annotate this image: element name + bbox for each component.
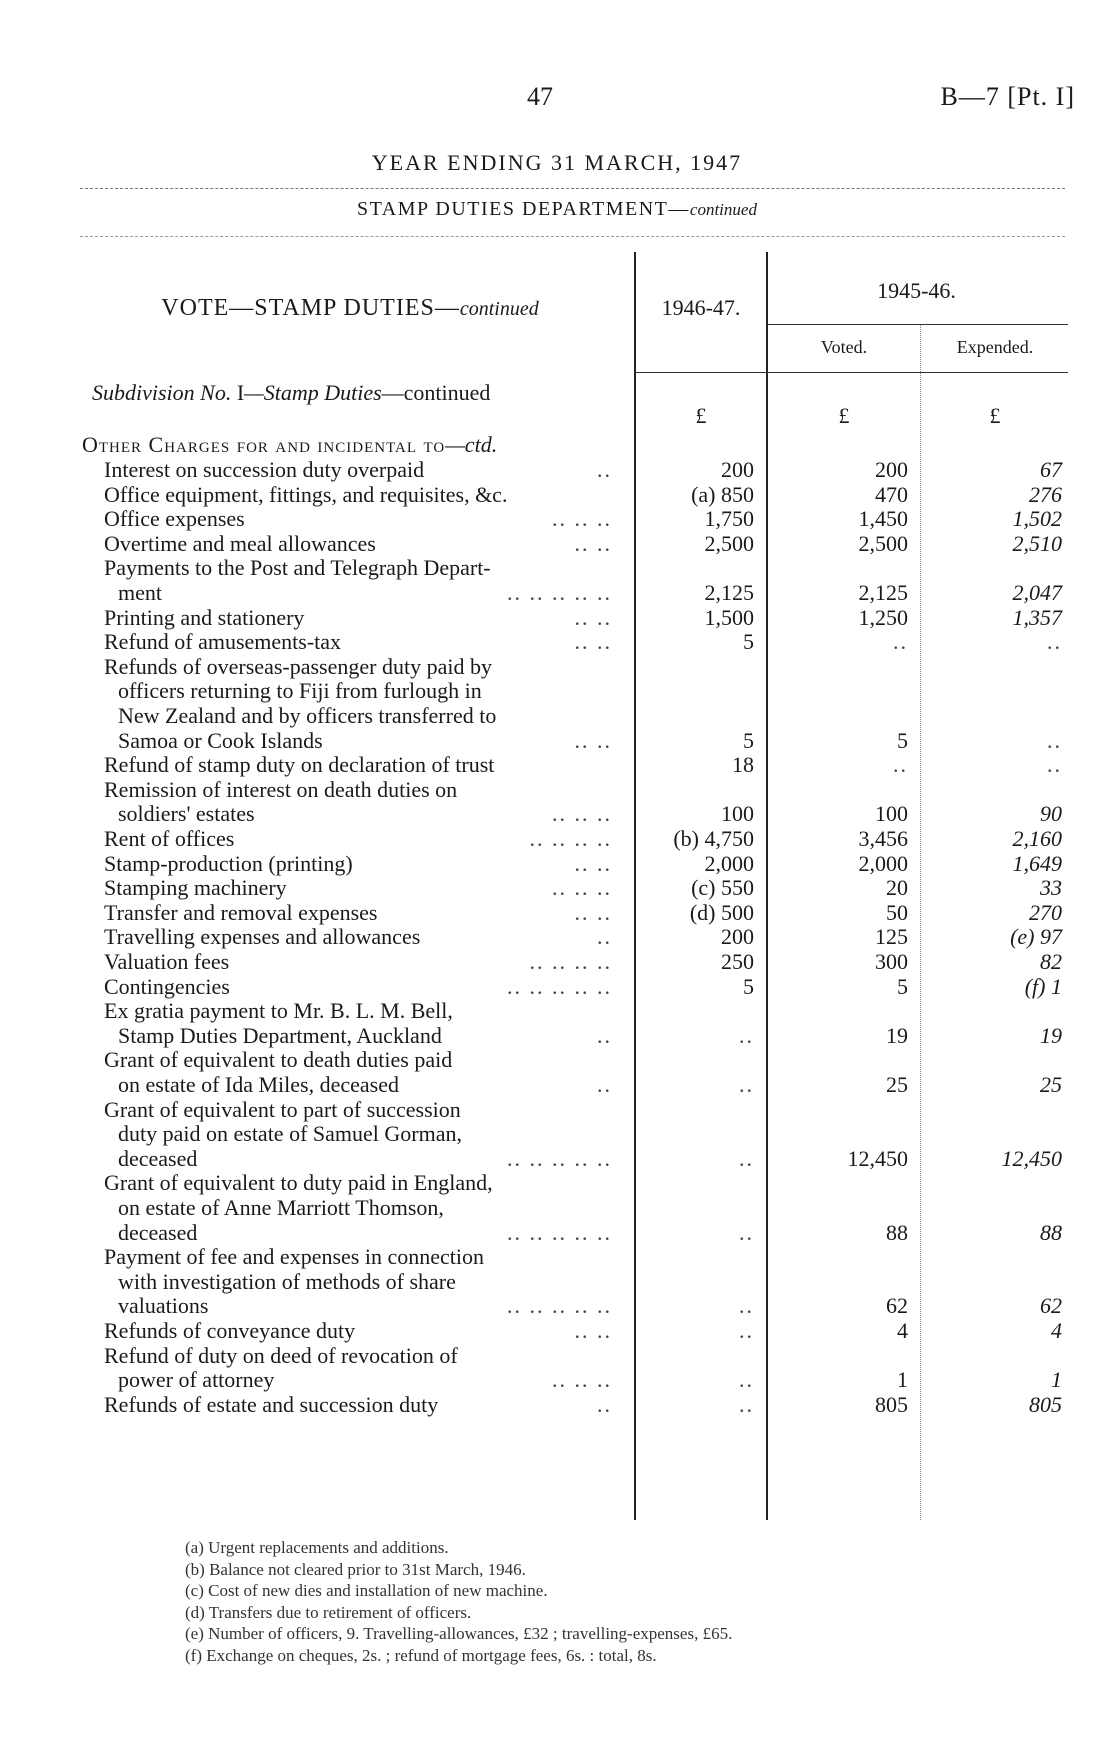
table-row [0, 628, 1114, 656]
subdivision-heading [92, 380, 490, 406]
column-header-voted: Voted. [820, 337, 868, 357]
amount-expended: .. [1047, 752, 1062, 778]
amount-voted: 1 [897, 1367, 908, 1393]
leader-dots: .. .. .. [552, 801, 612, 827]
leader-dots: .. .. [574, 629, 612, 655]
footnote: (b) Balance not cleared prior to 31st March, 1946. [185, 1559, 526, 1579]
amount-1946-47: 1,500 [704, 604, 754, 630]
amount-expended: 82 [1040, 949, 1062, 974]
amount-voted: .. [893, 629, 908, 655]
amount-1946-47: .. [739, 1072, 754, 1097]
amount-voted: 300 [875, 949, 908, 974]
table-row [0, 579, 1114, 607]
amount-expended: 67 [1040, 457, 1062, 482]
page-code: B—7 [Pt. I] [940, 82, 1075, 111]
amount-1946-47: 250 [721, 949, 754, 974]
line-description: Contingencies [104, 973, 230, 999]
table-row [0, 604, 1114, 632]
line-description: on estate of Ida Miles, deceased [118, 1072, 399, 1097]
line-description: Valuation fees [104, 949, 230, 974]
footnote: (a) Urgent replacements and additions. [185, 1538, 449, 1557]
table-row [0, 825, 1114, 853]
amount-1946-47: 200 [721, 924, 754, 950]
line-description: soldiers' estates [118, 801, 255, 827]
amount-1946-47: 5 [743, 973, 754, 999]
leader-dots: .. .. .. .. .. [507, 1293, 612, 1319]
amount-expended: (e) 97 [1010, 924, 1062, 950]
amount-voted: 1,250 [858, 604, 908, 630]
amount-expended: 1,357 [1012, 604, 1062, 630]
table-row [0, 702, 1114, 730]
amount-expended: 2,047 [1012, 580, 1062, 605]
currency-symbol: £ [838, 403, 850, 428]
table-row [0, 751, 1114, 779]
amount-expended: 90 [1040, 801, 1062, 827]
leader-dots: .. .. [574, 899, 612, 925]
amount-voted: .. [893, 752, 908, 778]
table-row [0, 554, 1114, 582]
leader-dots: .. .. [574, 530, 612, 556]
vote-title: VOTE—STAMP DUTIES—continued [161, 295, 539, 321]
amount-voted: 125 [875, 924, 908, 950]
line-description: deceased [118, 1145, 198, 1171]
amount-expended: 62 [1040, 1293, 1062, 1319]
amount-expended: .. [1047, 727, 1062, 753]
page-number: 47 [527, 82, 553, 111]
column-header-1946-47: 1946-47. [661, 295, 741, 320]
divider [636, 372, 1068, 373]
line-description: Transfer and removal expenses [104, 899, 378, 925]
line-description: Ex gratia payment to Mr. B. L. M. Bell, [104, 998, 453, 1024]
line-description: New Zealand and by officers transferred to [118, 703, 497, 728]
amount-1946-47: (c) 550 [691, 875, 754, 901]
amount-voted: 25 [886, 1072, 908, 1097]
leader-dots: .. .. [574, 1318, 612, 1343]
line-description: Stamp-production (printing) [104, 850, 353, 876]
amount-1946-47: (b) 4,750 [673, 826, 754, 851]
group-heading-text: Other Charges for and incidental to [82, 432, 446, 457]
amount-voted: 19 [886, 1022, 908, 1048]
group-heading [82, 432, 497, 458]
leader-dots: .. .. .. [552, 506, 612, 532]
line-description: deceased [118, 1219, 198, 1245]
amount-1946-47: (d) 500 [689, 899, 754, 925]
line-description: with investigation of methods of share [118, 1268, 456, 1294]
table-row [0, 1292, 1114, 1320]
amount-voted: 62 [886, 1293, 908, 1319]
amount-1946-47: 2,125 [704, 580, 754, 605]
line-description: Interest on succession duty overpaid [104, 457, 425, 482]
leader-dots: .. [597, 457, 612, 482]
table-row [0, 923, 1114, 951]
line-description: Printing and stationery [104, 604, 305, 630]
table-row [0, 1219, 1114, 1247]
department-heading: STAMP DUTIES DEPARTMENT—continued [357, 198, 757, 220]
divider [80, 236, 1065, 237]
leader-dots: .. .. [574, 850, 612, 876]
footnote: (f) Exchange on cheques, 2s. ; refund of mortgage fees, 6s. : total, 8s. [185, 1645, 657, 1665]
amount-1946-47: .. [739, 1391, 754, 1417]
line-description: power of attorney [118, 1367, 275, 1393]
amount-1946-47: .. [739, 1219, 754, 1245]
leader-dots: .. [597, 1022, 612, 1048]
amount-voted: 100 [875, 801, 908, 827]
amount-expended: 2,160 [1012, 826, 1062, 851]
table-row [0, 505, 1114, 533]
table-row [0, 899, 1114, 927]
amount-expended: 12,450 [1001, 1145, 1062, 1171]
table-row [0, 1120, 1114, 1148]
line-description: Refunds of overseas-passenger duty paid by [104, 653, 492, 679]
leader-dots: .. .. .. .. .. [507, 1219, 612, 1245]
amount-voted: 470 [875, 481, 908, 507]
table-row [0, 456, 1114, 484]
line-description: Grant of equivalent to death duties paid [104, 1047, 453, 1073]
footnote: (c) Cost of new dies and installation of new machine. [185, 1581, 548, 1600]
table-row [0, 973, 1114, 1001]
amount-voted: 50 [886, 899, 908, 925]
amount-voted: 2,125 [858, 580, 908, 605]
line-description: Office expenses [104, 506, 245, 532]
amount-1946-47: 5 [743, 727, 754, 753]
currency-symbol: £ [695, 403, 707, 428]
amount-1946-47: 2,500 [704, 530, 754, 556]
table-row [0, 727, 1114, 755]
leader-dots: .. .. .. [552, 1367, 612, 1393]
amount-expended: 4 [1051, 1318, 1062, 1343]
amount-voted: 4 [897, 1318, 908, 1343]
amount-1946-47: 18 [732, 752, 754, 778]
amount-expended: 33 [1040, 875, 1062, 901]
line-description: officers returning to Fiji from furlough in [118, 678, 482, 704]
table-row [0, 1096, 1114, 1124]
line-description: on estate of Anne Marriott Thomson, [118, 1195, 444, 1220]
line-description: Grant of equivalent to part of succession [104, 1096, 461, 1122]
footnotes [185, 1537, 732, 1666]
table-row [0, 530, 1114, 558]
table-row [0, 1145, 1114, 1173]
group-heading-suffix: —ctd. [445, 432, 498, 457]
line-description: Refund of amusements-tax [104, 629, 342, 655]
table-row [0, 948, 1114, 976]
subdivision-title: —Stamp Duties [244, 380, 382, 405]
line-description: Payment of fee and expenses in connection [104, 1244, 484, 1270]
line-description: ment [118, 580, 162, 605]
line-description: Stamping machinery [104, 875, 287, 901]
table-row [0, 1169, 1114, 1197]
column-header-expended: Expended. [956, 337, 1034, 357]
year-heading: YEAR ENDING 31 MARCH, 1947 [371, 150, 743, 175]
amount-1946-47: 100 [721, 801, 754, 827]
department-suffix: continued [689, 200, 757, 219]
line-description: Rent of offices [104, 826, 235, 851]
amount-voted: 88 [886, 1219, 908, 1245]
line-description: Office equipment, fittings, and requisites, &c. [104, 481, 508, 507]
amount-expended: 270 [1029, 899, 1062, 925]
amount-1946-47: .. [739, 1022, 754, 1048]
table-row [0, 776, 1114, 804]
leader-dots: .. .. [574, 604, 612, 630]
amount-expended: .. [1047, 629, 1062, 655]
table-row [0, 1046, 1114, 1074]
table-row [0, 1071, 1114, 1099]
table-row [0, 997, 1114, 1025]
line-description: Grant of equivalent to duty paid in England, [104, 1170, 493, 1196]
amount-voted: 2,000 [858, 850, 908, 876]
leader-dots: .. [597, 1072, 612, 1097]
leader-dots: .. .. .. .. .. [507, 973, 612, 999]
table-row [0, 1268, 1114, 1296]
amount-1946-47: .. [739, 1145, 754, 1171]
leader-dots: .. .. .. .. .. [507, 580, 612, 605]
amount-voted: 5 [897, 973, 908, 999]
amount-expended: 276 [1029, 481, 1062, 507]
footnote: (e) Number of officers, 9. Travelling-allowances, £32 ; travelling-expenses, £65. [185, 1624, 733, 1643]
line-description: duty paid on estate of Samuel Gorman, [118, 1121, 462, 1147]
amount-expended: (f) 1 [1024, 973, 1062, 999]
leader-dots: .. .. [574, 727, 612, 753]
line-description: Stamp Duties Department, Auckland [118, 1022, 442, 1048]
line-description: Overtime and meal allowances [104, 530, 376, 556]
amount-1946-47: 2,000 [704, 850, 754, 876]
vote-title-suffix: continued [459, 298, 539, 320]
amount-expended: 1,649 [1012, 850, 1062, 876]
amount-1946-47: .. [739, 1367, 754, 1393]
table-row [0, 874, 1114, 902]
table-row [0, 800, 1114, 828]
amount-expended: 1 [1051, 1367, 1062, 1393]
amount-voted: 200 [875, 457, 908, 482]
amount-expended: 19 [1040, 1022, 1062, 1048]
currency-symbol: £ [989, 403, 1001, 428]
amount-voted: 5 [897, 727, 908, 753]
amount-voted: 805 [875, 1391, 908, 1417]
amount-1946-47: .. [739, 1293, 754, 1319]
divider [768, 324, 1068, 325]
footnote: (d) Transfers due to retirement of officers. [185, 1602, 472, 1622]
table-row [0, 1317, 1114, 1345]
table-row [0, 1366, 1114, 1394]
amount-expended: 88 [1040, 1219, 1062, 1245]
table-row [0, 653, 1114, 681]
amount-voted: 12,450 [847, 1145, 908, 1171]
table-row [0, 850, 1114, 878]
subdivision-prefix: Subdivision No. [92, 380, 237, 405]
subdivision-suffix: —continued [381, 380, 491, 405]
line-description: Samoa or Cook Islands [118, 727, 323, 753]
amount-expended: 25 [1040, 1072, 1062, 1097]
amount-1946-47: 1,750 [704, 506, 754, 532]
leader-dots: .. [597, 924, 612, 950]
amount-1946-47: .. [739, 1318, 754, 1343]
table-row [0, 1194, 1114, 1222]
leader-dots: .. .. .. [552, 875, 612, 901]
amount-expended: 2,510 [1012, 530, 1062, 556]
leader-dots: .. .. .. .. [529, 826, 612, 851]
leader-dots: .. .. .. .. .. [507, 1145, 612, 1171]
line-description: Refund of stamp duty on declaration of trust [104, 752, 495, 778]
line-description: valuations [118, 1293, 209, 1319]
line-description: Payments to the Post and Telegraph Depart- [104, 555, 491, 581]
amount-voted: 2,500 [858, 530, 908, 556]
table-row [0, 1243, 1114, 1271]
table-row [0, 1022, 1114, 1050]
table-row [0, 677, 1114, 705]
amount-voted: 3,456 [858, 826, 908, 851]
amount-expended: 805 [1029, 1391, 1062, 1417]
leader-dots: .. .. .. .. [529, 949, 612, 974]
department-name: STAMP DUTIES DEPARTMENT [357, 198, 669, 220]
table-row [0, 481, 1114, 509]
table-row [0, 1342, 1114, 1370]
amount-1946-47: 5 [743, 629, 754, 655]
amount-expended: 1,502 [1012, 506, 1062, 532]
line-description: Refunds of conveyance duty [104, 1318, 356, 1343]
table-row [0, 1391, 1114, 1419]
line-description: Refunds of estate and succession duty [104, 1391, 439, 1417]
line-description: Remission of interest on death duties on [104, 776, 458, 802]
line-description: Travelling expenses and allowances [104, 924, 421, 950]
column-header-1945-46: 1945-46. [877, 278, 956, 303]
line-description: Refund of duty on deed of revocation of [104, 1342, 458, 1368]
amount-voted: 20 [886, 875, 908, 901]
amount-voted: 1,450 [858, 506, 908, 532]
leader-dots: .. [597, 1391, 612, 1417]
amount-1946-47: (a) 850 [691, 481, 754, 507]
divider [80, 188, 1065, 189]
subdivision-number: I [236, 380, 245, 405]
vote-title-text: VOTE—STAMP DUTIES [161, 295, 435, 321]
amount-1946-47: 200 [721, 457, 754, 482]
